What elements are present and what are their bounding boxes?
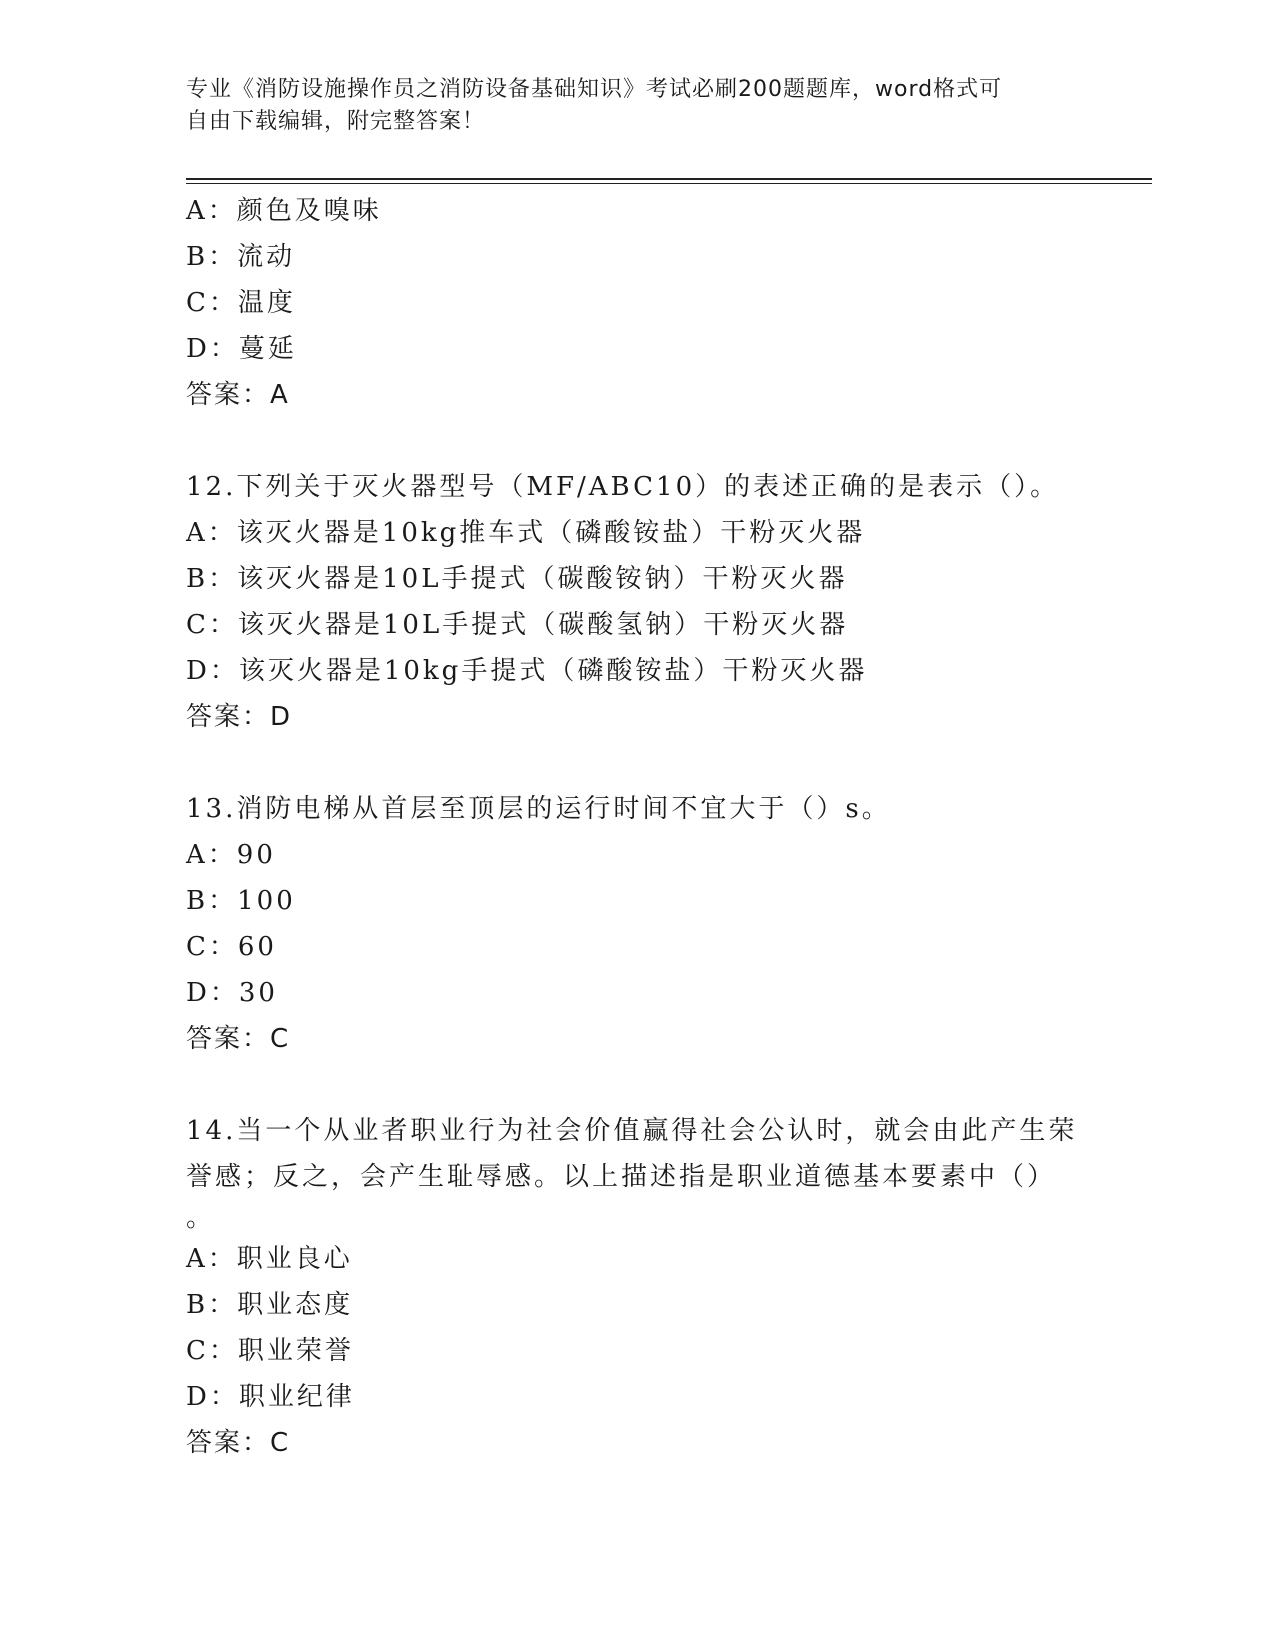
header-divider-thin [186,183,1152,184]
question-13 [186,786,1086,1062]
question-stem: 13.消防电梯从首层至顶层的运行时间不宜大于（）s。 [186,794,891,824]
question-stem-line-3: 。 [186,1203,216,1233]
option-b: B：100 [186,886,296,916]
question-11 [186,188,1086,418]
question-stem-line-2: 誉感；反之，会产生耻辱感。以上描述指是职业道德基本要素中（） [186,1162,1057,1192]
option-a: A：职业良心 [186,1244,353,1274]
question-list [186,188,1086,1466]
option-c: C：60 [186,932,277,962]
answer: 答案：C [186,1024,291,1054]
option-c: C：温度 [186,288,296,318]
document-header [186,74,1066,138]
option-b: B：职业态度 [186,1290,354,1320]
option-d: D：蔓延 [186,334,297,364]
option-c: C：该灭火器是10L手提式（碳酸氢钠）干粉灭火器 [186,610,849,640]
header-line-1: 专业《消防设施操作员之消防设备基础知识》考试必刷200题题库，word格式可 [186,77,1003,102]
question-14 [186,1108,1086,1466]
option-d: D：职业纪律 [186,1382,355,1412]
option-c: C：职业荣誉 [186,1336,354,1366]
option-a: A：90 [186,840,276,870]
option-d: D：该灭火器是10kg手提式（磷酸铵盐）干粉灭火器 [186,656,868,686]
option-b: B：该灭火器是10L手提式（碳酸铵钠）干粉灭火器 [186,564,848,594]
answer: 答案：C [186,1428,291,1458]
answer: 答案：A [186,380,290,410]
header-divider-thick [186,178,1152,180]
question-12 [186,464,1086,740]
header-line-2: 自由下载编辑，附完整答案！ [186,109,486,134]
option-a: A：颜色及嗅味 [186,196,382,226]
question-stem-line-1: 14.当一个从业者职业行为社会价值赢得社会公认时，就会由此产生荣 [186,1116,1078,1146]
option-d: D：30 [186,978,278,1008]
option-b: B：流动 [186,242,296,272]
answer: 答案：D [186,702,293,732]
question-stem: 12.下列关于灭火器型号（MF/ABC10）的表述正确的是表示（）。 [186,472,1060,502]
option-a: A：该灭火器是10kg推车式（磷酸铵盐）干粉灭火器 [186,518,866,548]
